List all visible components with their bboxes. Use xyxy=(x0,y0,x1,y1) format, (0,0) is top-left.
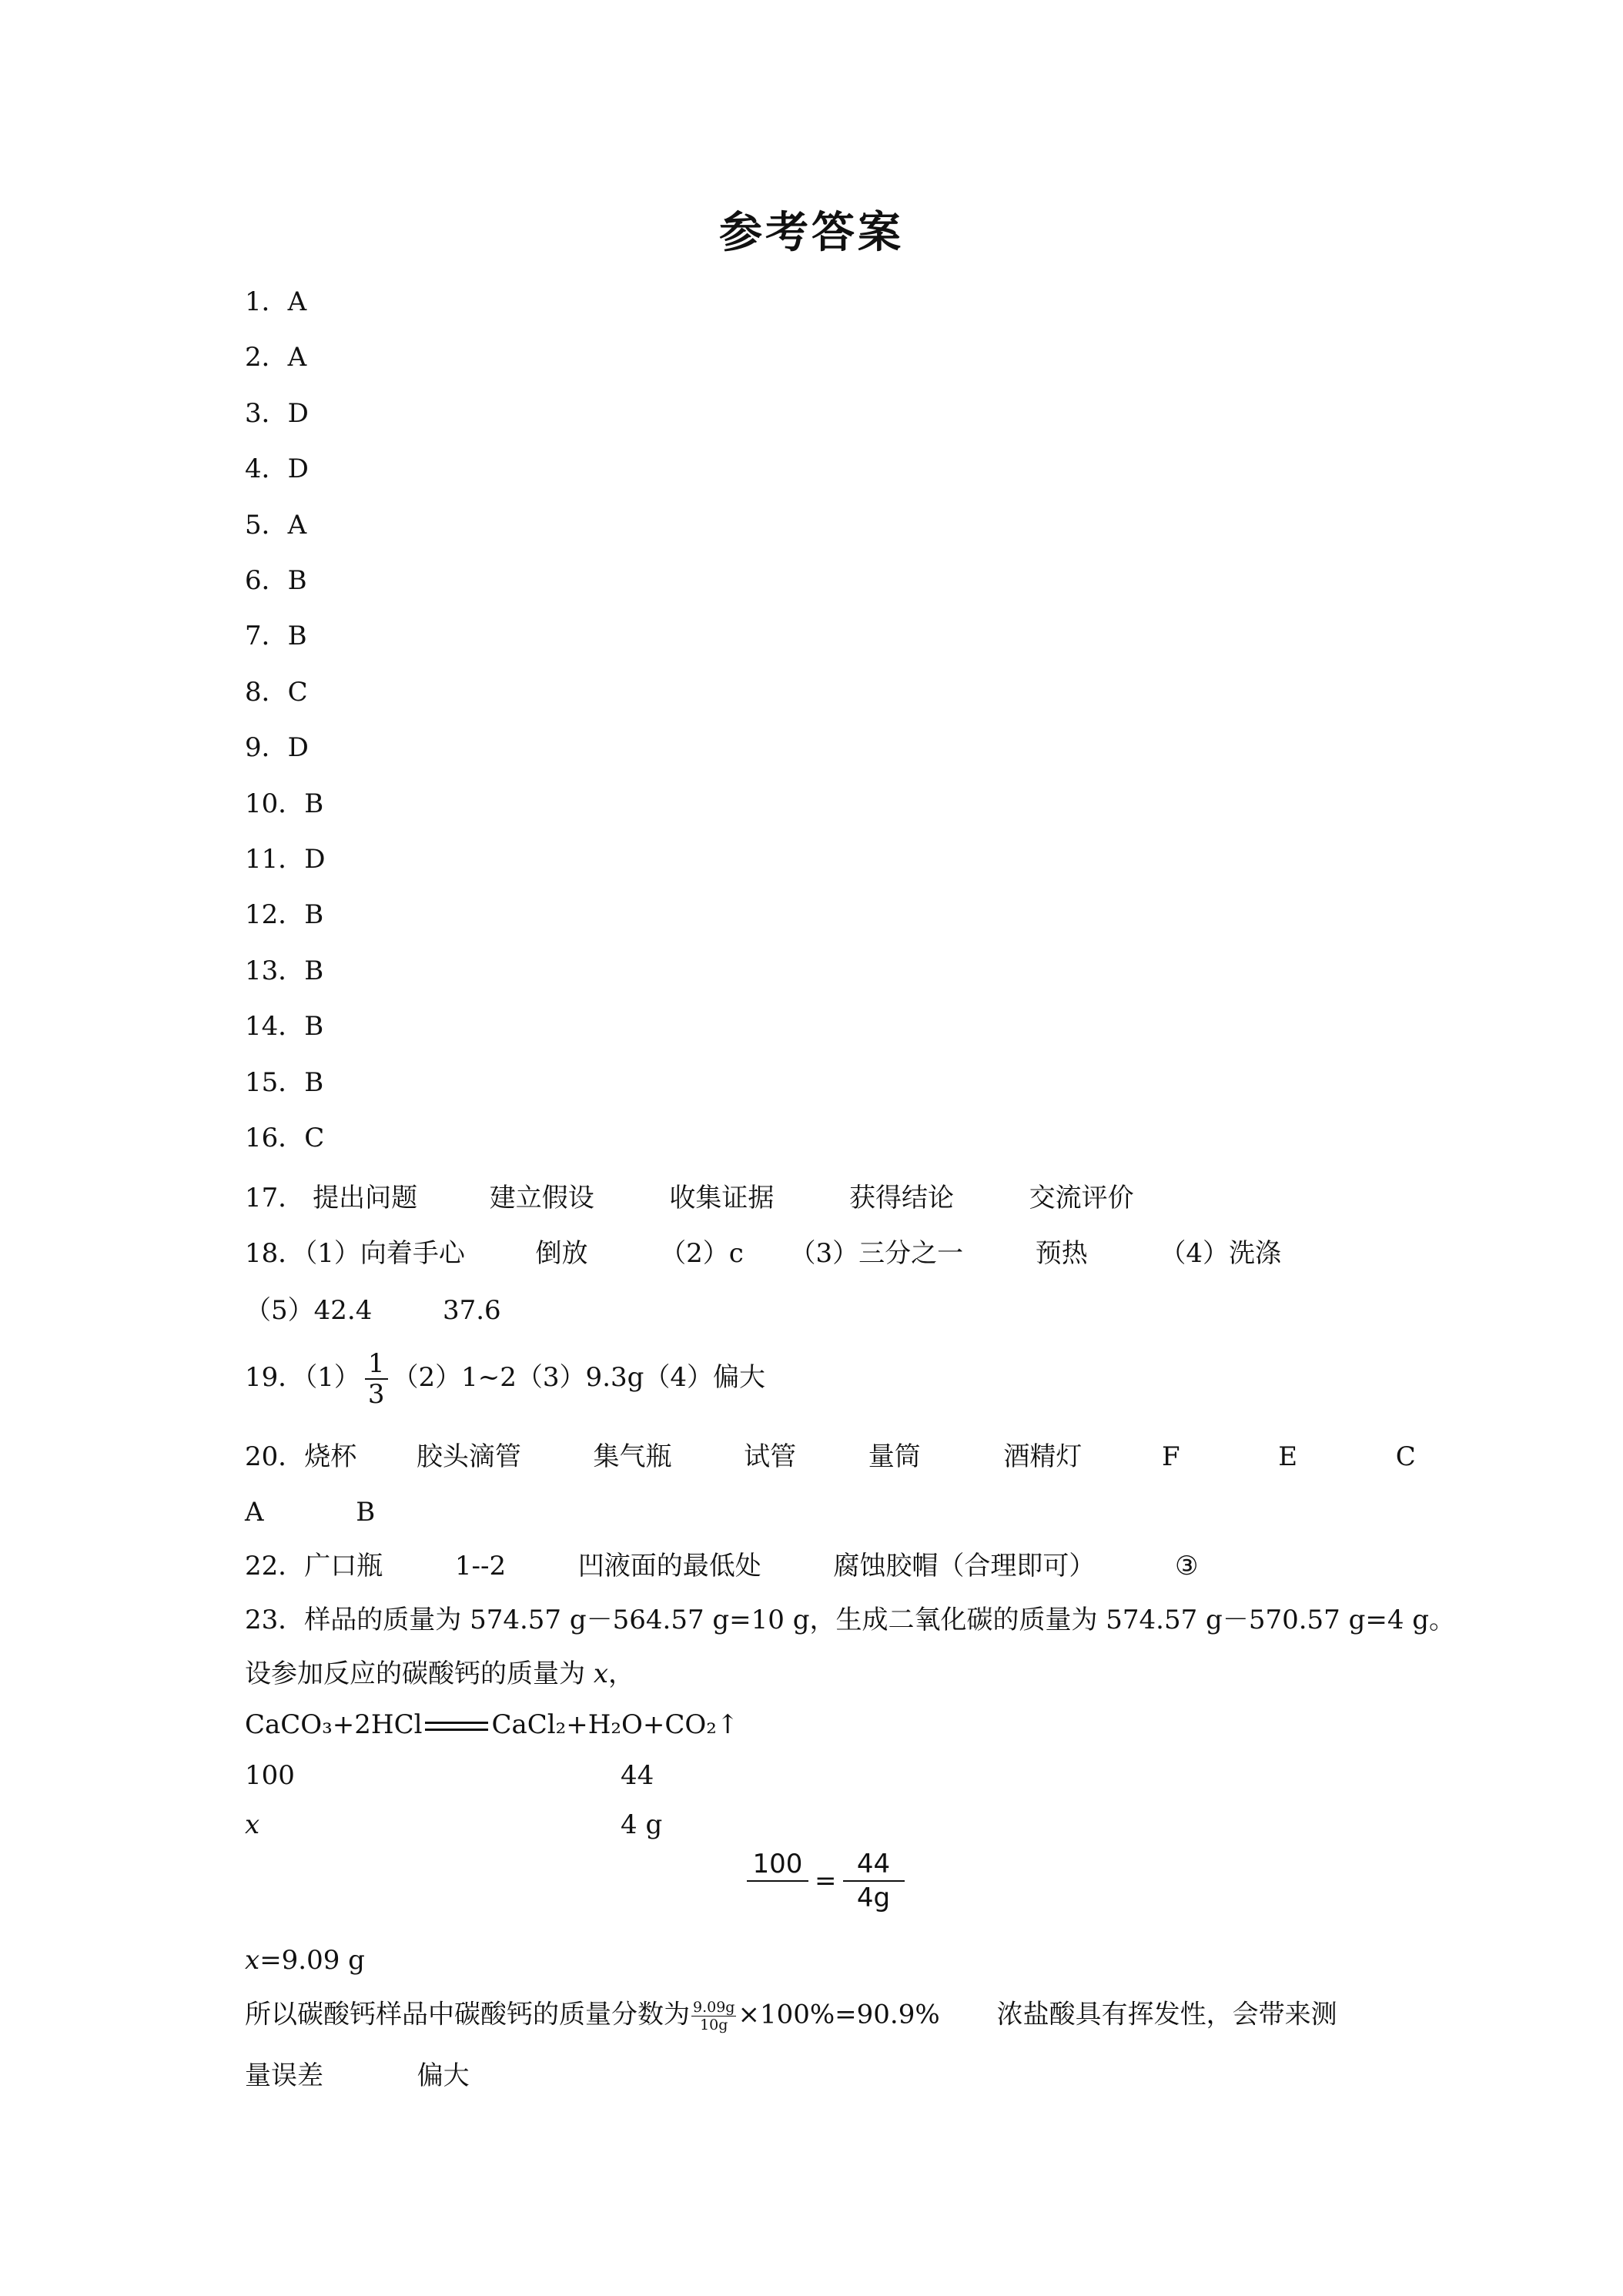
question-number: 19． xyxy=(245,1362,305,1393)
question-number: 8． xyxy=(245,677,288,708)
stoich-left: x xyxy=(245,1809,260,1840)
answer-item: 烧杯 xyxy=(304,1441,357,1472)
answer-item: A xyxy=(245,1497,264,1528)
page-title: 参考答案 xyxy=(719,208,904,258)
proportion-equation xyxy=(747,1848,905,1914)
question-number: 10． xyxy=(245,788,305,819)
answer-choice: A xyxy=(287,342,307,373)
result-value: =9.09 g xyxy=(259,1945,365,1976)
question-18-line2 xyxy=(245,1295,501,1326)
answer-choice: B xyxy=(304,899,324,930)
answer-choice: C xyxy=(287,677,308,708)
question-number: 3． xyxy=(245,398,288,429)
answer-item: 凹液面的最低处 xyxy=(577,1551,761,1581)
answer-row xyxy=(245,1123,324,1153)
question-number: 17． xyxy=(245,1183,305,1213)
answer-row xyxy=(245,899,323,930)
chemical-equation xyxy=(245,1709,738,1740)
equation-reactants: CaCO₃+2HCl xyxy=(245,1709,423,1740)
answer-choice: B xyxy=(287,621,307,651)
answer-row xyxy=(245,1011,323,1042)
question-18 xyxy=(245,1238,1281,1269)
fraction-denominator: 10g xyxy=(700,2017,728,2033)
answer-text: 量误差 xyxy=(245,2060,323,2091)
question-number: 14． xyxy=(245,1011,305,1042)
fraction-denominator: 4g xyxy=(856,1883,891,1913)
question-number: 12． xyxy=(245,899,305,930)
answer-choice: A xyxy=(287,286,307,317)
answer-choice: B xyxy=(304,1067,324,1098)
question-22 xyxy=(245,1551,1199,1581)
answer-text: 偏大 xyxy=(417,2060,470,2091)
answer-text: 所以碳酸钙样品中碳酸钙的质量分数为 xyxy=(245,1999,690,2030)
variable: x xyxy=(245,1945,260,1976)
answer-text: 样品的质量为 574.57 g－564.57 g=10 g，生成二氧化碳的质量为 574.57 g－570.57 g=4 g。 xyxy=(304,1605,1456,1635)
question-number: 20． xyxy=(245,1441,305,1472)
variable: x xyxy=(593,1658,608,1689)
answer-item: 37.6 xyxy=(442,1295,501,1326)
answer-row xyxy=(245,844,326,875)
answer-item: 广口瓶 xyxy=(304,1551,383,1581)
stoich-row-2 xyxy=(245,1809,259,1840)
answer-choice: B xyxy=(287,565,307,596)
fraction-denominator xyxy=(747,1882,808,1914)
answer-choice: C xyxy=(304,1123,325,1153)
fraction-numerator: 44 xyxy=(843,1848,905,1882)
question-number: 2． xyxy=(245,342,288,373)
stoich-right: 44 xyxy=(621,1760,654,1791)
question-19 xyxy=(245,1349,765,1409)
question-number: 7． xyxy=(245,621,288,651)
stoich-right: 4 g xyxy=(621,1809,663,1840)
answer-item: 交流评价 xyxy=(1029,1183,1134,1213)
answer-item: 腐蚀胶帽（合理即可） xyxy=(833,1551,1096,1581)
answer-item: （2）1~2（3）9.3g（4）偏大 xyxy=(392,1362,766,1393)
answer-item: 1--2 xyxy=(454,1551,507,1581)
answer-item: ③ xyxy=(1175,1551,1199,1581)
final-line xyxy=(245,1999,1337,2033)
answer-row xyxy=(245,1067,323,1098)
final-line-2 xyxy=(245,2060,470,2091)
answer-item: 收集证据 xyxy=(669,1183,775,1213)
answer-item: （4）洗涤 xyxy=(1160,1238,1281,1269)
answer-choice: B xyxy=(304,956,324,986)
answer-choice: D xyxy=(287,732,309,763)
answer-choice: D xyxy=(287,398,309,429)
result-line xyxy=(245,1945,365,1976)
question-20 xyxy=(245,1441,1416,1472)
question-number: 9． xyxy=(245,732,288,763)
question-number: 5． xyxy=(245,510,288,541)
stoich-row-1-right xyxy=(621,1760,654,1791)
answer-note: 浓盐酸具有挥发性，会带来测 xyxy=(996,1999,1337,2030)
fraction-numerator: 100 xyxy=(747,1848,808,1882)
answer-item: （3）三分之一 xyxy=(789,1238,964,1269)
question-number: 18． xyxy=(245,1238,305,1269)
answer-item: B xyxy=(356,1497,376,1528)
answer-row xyxy=(245,677,308,708)
answer-row xyxy=(245,510,306,541)
answer-row xyxy=(245,565,307,596)
question-23-line2 xyxy=(245,1658,634,1689)
answer-item: E xyxy=(1278,1441,1298,1472)
equation-equals-sign xyxy=(425,1721,488,1732)
answer-text: 设参加反应的碳酸钙的质量为 xyxy=(245,1658,594,1689)
fraction-left xyxy=(747,1848,808,1914)
answer-item: 酒精灯 xyxy=(1003,1441,1083,1472)
answer-choice: A xyxy=(287,510,307,541)
fraction-numerator: 1 xyxy=(365,1349,388,1380)
answer-item: （1） xyxy=(304,1362,360,1393)
question-20-line2 xyxy=(245,1497,375,1528)
answer-row xyxy=(245,621,307,651)
question-17 xyxy=(245,1183,1134,1213)
answer-row xyxy=(245,788,323,819)
question-number: 11． xyxy=(245,844,305,875)
question-number: 13． xyxy=(245,956,305,986)
answer-item: 提出问题 xyxy=(313,1183,418,1213)
fraction-denominator: 3 xyxy=(367,1379,385,1410)
answer-item: （2）c xyxy=(660,1238,744,1269)
answer-row xyxy=(245,398,309,429)
answer-item: 胶头滴管 xyxy=(416,1441,521,1472)
answer-choice: D xyxy=(287,454,309,484)
answer-item: 倒放 xyxy=(535,1238,588,1269)
question-number: 4． xyxy=(245,454,288,484)
answer-item: 获得结论 xyxy=(848,1183,954,1213)
answer-text: ×100%=90.9% xyxy=(738,1999,940,2030)
stoich-left: 100 xyxy=(245,1760,295,1791)
answer-choice: B xyxy=(304,788,324,819)
question-number: 15． xyxy=(245,1067,305,1098)
answer-row xyxy=(245,956,323,986)
answer-item: （5）42.4 xyxy=(245,1295,373,1326)
question-number: 1． xyxy=(245,286,288,317)
fraction xyxy=(365,1349,388,1409)
stoich-row-2-right xyxy=(621,1809,662,1840)
fraction xyxy=(691,1999,736,2033)
question-number: 16． xyxy=(245,1123,305,1153)
question-23 xyxy=(245,1605,1455,1635)
answer-item: F xyxy=(1162,1441,1180,1472)
punctuation: ， xyxy=(608,1658,634,1689)
answer-choice: B xyxy=(304,1011,324,1042)
fraction-right xyxy=(843,1848,905,1914)
answer-item: 试管 xyxy=(744,1441,797,1472)
answer-item: 集气瓶 xyxy=(593,1441,672,1472)
stoich-row-1 xyxy=(245,1760,295,1791)
answer-row xyxy=(245,286,306,317)
answer-choice: D xyxy=(304,844,326,875)
question-number: 6． xyxy=(245,565,288,596)
equation-products: CaCl₂+H₂O+CO₂↑ xyxy=(491,1709,739,1740)
answer-row xyxy=(245,732,309,763)
answer-item: （1）向着手心 xyxy=(304,1238,465,1269)
question-number: 22． xyxy=(245,1551,305,1581)
equals-operator: = xyxy=(815,1866,837,1896)
answer-item: C xyxy=(1395,1441,1416,1472)
answer-item: 预热 xyxy=(1035,1238,1088,1269)
question-number: 23． xyxy=(245,1605,305,1635)
fraction-numerator: 9.09g xyxy=(693,1999,735,2016)
answer-item: 量筒 xyxy=(868,1441,921,1472)
answer-row xyxy=(245,454,309,484)
answer-item: 建立假设 xyxy=(489,1183,594,1213)
answer-row xyxy=(245,342,306,373)
